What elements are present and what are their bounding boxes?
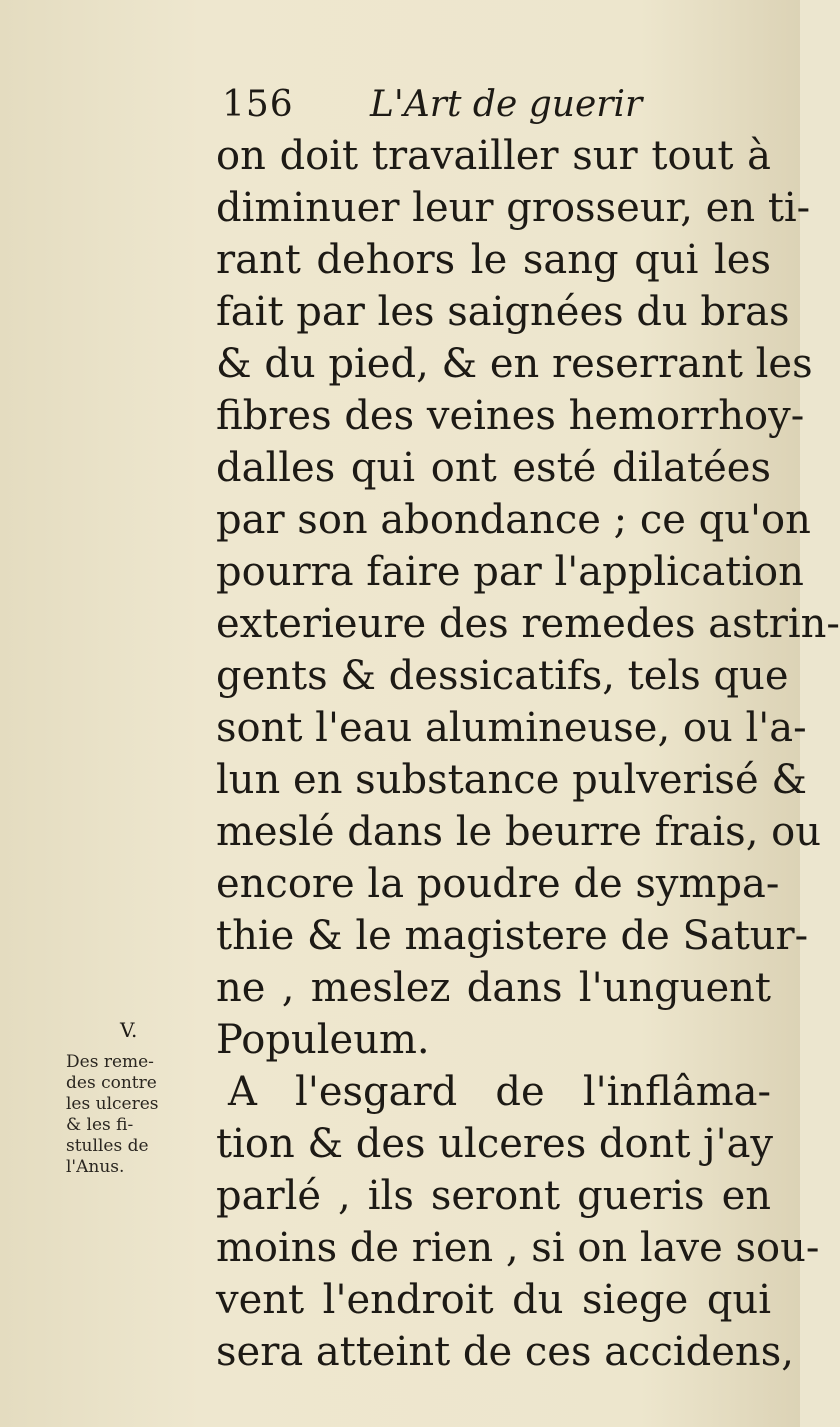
- text-line: moins de rien , si on lave sou-: [216, 1225, 820, 1271]
- margin-note-line: stulles de: [66, 1136, 149, 1156]
- text-line: diminuer leur grosseur, en ti-: [216, 185, 811, 231]
- text-line: pourra faire par l'application: [216, 549, 804, 595]
- text-line: meslé dans le beurre frais, ou: [216, 809, 821, 855]
- margin-note: [66, 1052, 206, 1178]
- text-line: sera atteint de ces accidens,: [216, 1329, 794, 1375]
- text-line: par son abondance ; ce qu'on: [216, 497, 811, 543]
- text-line: vent l'endroit du siege qui: [216, 1277, 771, 1323]
- text-line: fait par les saignées du bras: [216, 289, 790, 335]
- margin-note-line: & les fi-: [66, 1115, 134, 1135]
- text-line: dalles qui ont esté dilatées: [216, 445, 771, 491]
- text-line: A l'esgard de l'inflâma-: [228, 1069, 771, 1115]
- text-line: sont l'eau alumineuse, ou l'a-: [216, 705, 807, 751]
- margin-note-line: l'Anus.: [66, 1157, 125, 1177]
- text-line: on doit travailler sur tout à: [216, 133, 771, 179]
- text-line: ne , meslez dans l'unguent: [216, 965, 771, 1011]
- text-line: parlé , ils seront gueris en: [216, 1173, 771, 1219]
- text-line: tion & des ulceres dont j'ay: [216, 1121, 774, 1167]
- body-text: [216, 130, 840, 1378]
- text-line: Populeum.: [216, 1017, 430, 1063]
- text-line: thie & le magistere de Satur-: [216, 913, 809, 959]
- text-line: fibres des veines hemorrhoy-: [216, 393, 805, 439]
- text-line: & du pied, & en reserrant les: [216, 341, 813, 387]
- text-line: lun en substance pulverisé &: [216, 757, 807, 803]
- margin-note-line: les ulceres: [66, 1094, 159, 1114]
- text-line: gents & dessicatifs, tels que: [216, 653, 789, 699]
- text-line: exterieure des remedes astrin-: [216, 601, 840, 647]
- text-line: encore la poudre de sympa-: [216, 861, 780, 907]
- running-head: [222, 84, 762, 132]
- margin-note-line: Des reme-: [66, 1052, 154, 1072]
- page-number: 156: [222, 84, 294, 125]
- section-number: V.: [120, 1018, 138, 1042]
- running-title: L'Art de guerir: [370, 84, 643, 125]
- margin-note-line: des contre: [66, 1073, 157, 1093]
- text-line: rant dehors le sang qui les: [216, 237, 771, 283]
